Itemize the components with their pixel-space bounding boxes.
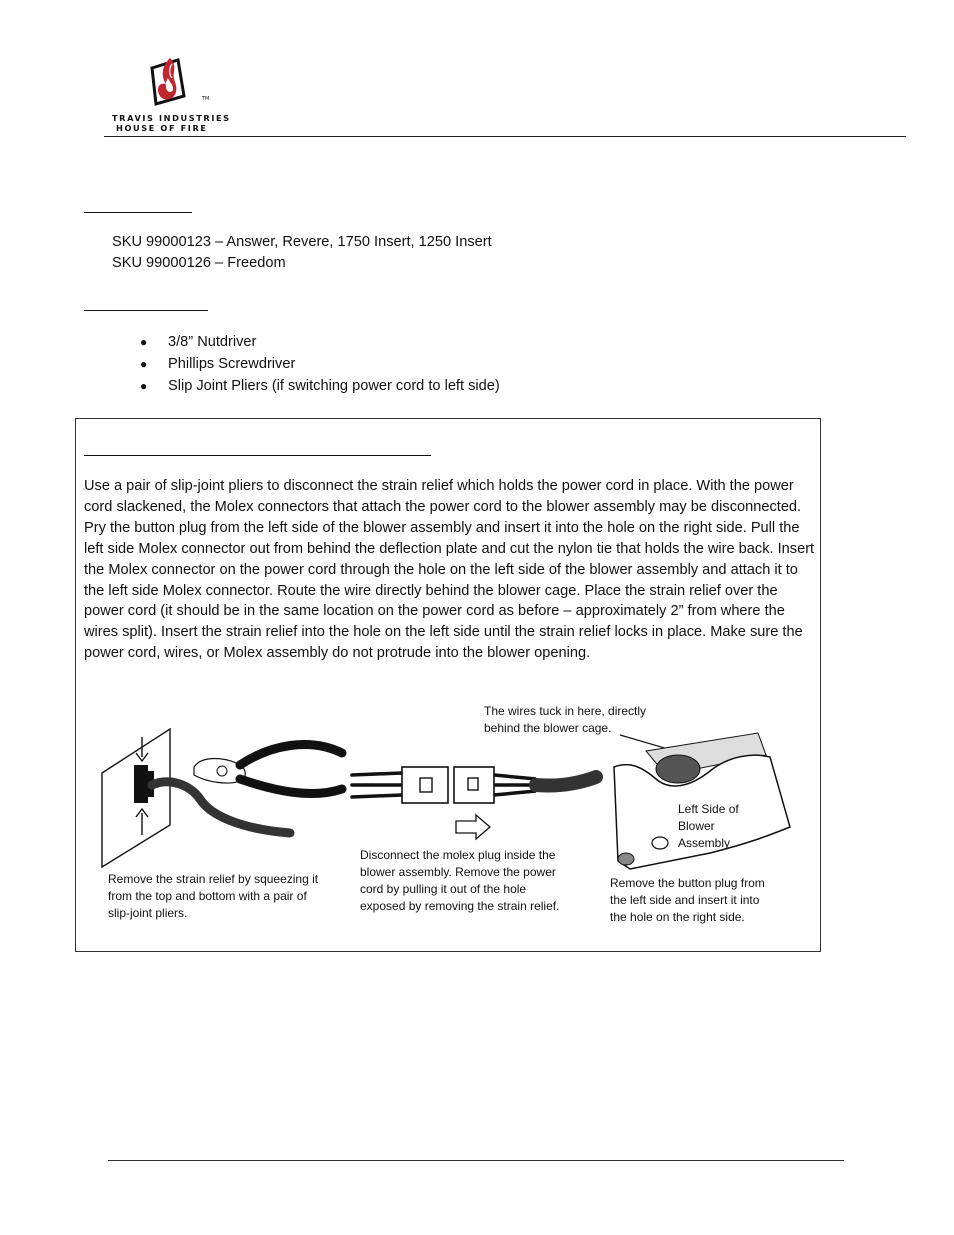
- caption-strain-relief: Remove the strain relief by squeezing it from the top and bottom with a pair of slip-joint pliers.: [108, 872, 319, 920]
- tool-label: Slip Joint Pliers (if switching power cord to left side): [168, 378, 500, 394]
- bullet-icon: ●: [140, 379, 148, 393]
- footer-rule: [108, 1160, 844, 1161]
- logo-text-line2: HOUSE OF FIRE: [116, 123, 208, 133]
- caption-molex: Disconnect the molex plug inside the blower assembly. Remove the power cord by pulling it out of the hole exposed by removing the strain relief.: [360, 848, 560, 913]
- instruction-paragraph: Use a pair of slip-joint pliers to disconnect the strain relief which holds the power cord in place. With the power cord slackened, the Molex connectors that attach the power cord to the blower assembly may be disconnected. Pry the button plug from the left side of the blower assembly and insert it into the hole on the right side. Pull the left side Molex connector out from behind the deflection plate and cut the nylon tie that holds the wire back. Insert the Molex connector on the power cord through the hole on the left side of the blower assembly and attach it to the left side Molex connector. Route the wire directly behind the blower cage. Place the strain relief over the power cord (it should be in the same location on the power cord as before – approximately 2” from where the wires split). Insert the strain relief into the hole on the left side until the strain relief locks in place. Make sure the power cord, wires, or Molex assembly do not protrude into the blower opening.: [84, 478, 815, 662]
- list-item: [140, 331, 500, 353]
- section-heading-underline-1: [84, 212, 192, 213]
- pliers-illustration: [194, 744, 342, 793]
- logo-text-line1: TRAVIS INDUSTRIES: [112, 113, 231, 123]
- bullet-icon: ●: [140, 357, 148, 371]
- box-heading-underline: [84, 455, 431, 456]
- tools-list: [140, 331, 500, 397]
- tool-label: 3/8” Nutdriver: [168, 334, 257, 350]
- caption-button-plug: Remove the button plug from the left side and insert it into the hole on the right side.: [610, 876, 765, 924]
- molex-connector-illustration: [352, 767, 596, 839]
- header-rule: [104, 136, 906, 137]
- installation-diagram: [90, 695, 810, 935]
- list-item: [140, 353, 500, 375]
- list-item: [140, 375, 500, 397]
- section-heading-underline-2: [84, 310, 208, 311]
- label-blower-assembly: Left Side of Blower Assembly: [678, 802, 739, 850]
- sku-line-1: SKU 99000123 – Answer, Revere, 1750 Insert, 1250 Insert: [112, 234, 492, 250]
- tool-label: Phillips Screwdriver: [168, 356, 296, 372]
- bullet-icon: ●: [140, 335, 148, 349]
- callout-wires: The wires tuck in here, directly behind the blower cage.: [484, 704, 647, 735]
- button-plug-icon: [618, 853, 634, 865]
- trademark-mark: TM: [202, 96, 210, 102]
- sku-line-2: SKU 99000126 – Freedom: [112, 255, 286, 271]
